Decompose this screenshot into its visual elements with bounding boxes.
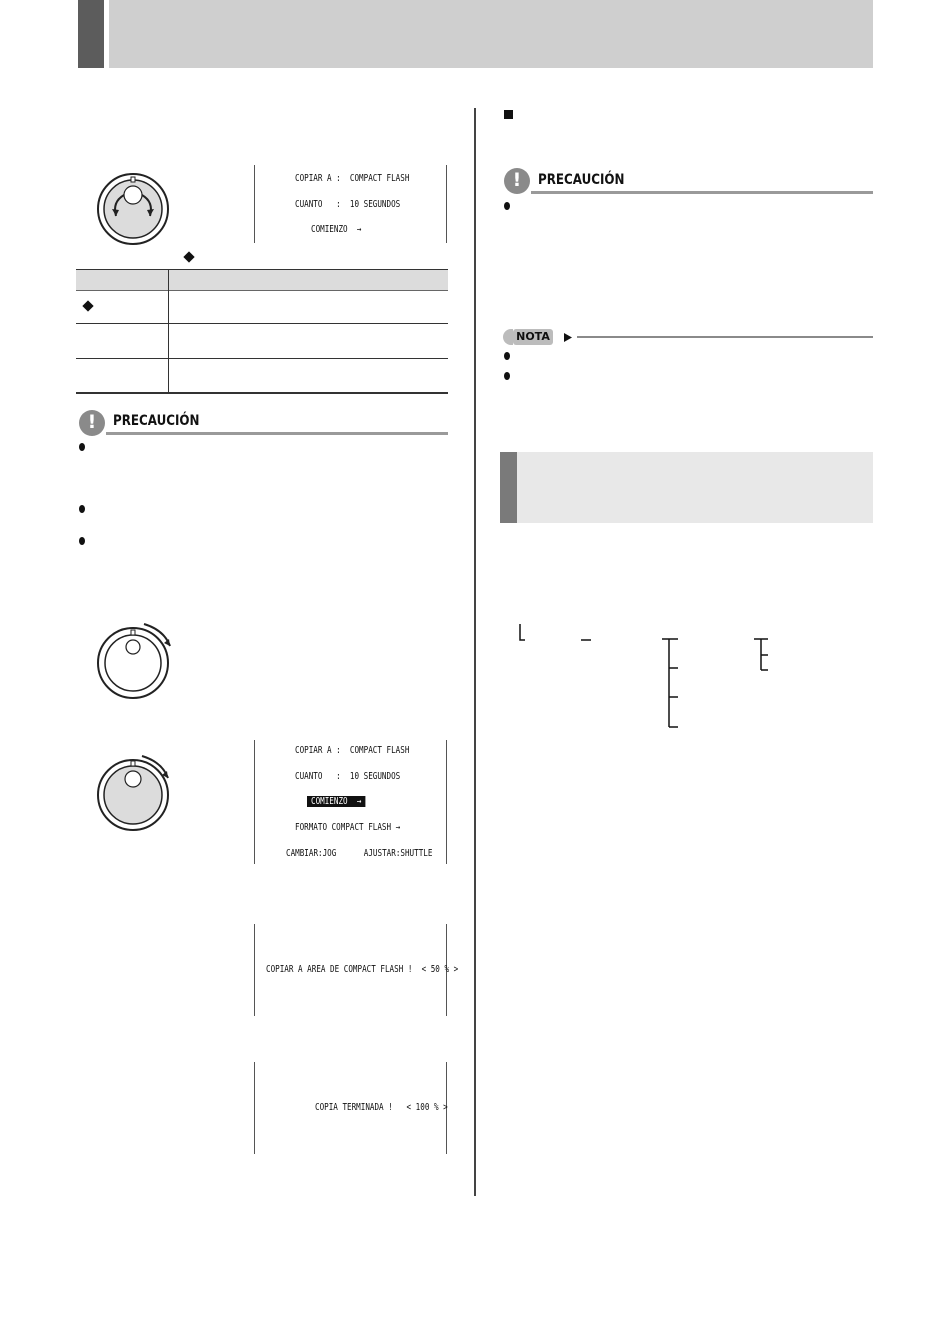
lcd-line: COMIENZO → <box>311 224 362 235</box>
lcd-line: CUANTO : 10 SEGUNDOS <box>295 199 401 210</box>
bullet-point <box>79 505 85 513</box>
caution-rule <box>531 191 873 194</box>
bullet-point <box>504 352 510 360</box>
jog-dial-rotate-both-icon <box>96 172 170 246</box>
table-row <box>76 325 448 359</box>
lcd-line: FORMATO COMPACT FLASH → <box>295 822 401 833</box>
header-banner <box>109 0 873 68</box>
header-tab-marker <box>78 0 104 68</box>
note-rule <box>577 336 873 338</box>
table-row <box>76 360 448 393</box>
table-header-row <box>76 270 448 291</box>
diamond-icon <box>183 251 194 262</box>
lcd-screen-copy-menu <box>254 740 447 864</box>
lcd-screen-copy-done <box>254 1062 447 1154</box>
lcd-line: CUANTO : 10 SEGUNDOS <box>295 771 401 782</box>
diamond-icon <box>82 300 93 311</box>
note-tag-cap <box>503 329 513 345</box>
square-bullet-icon <box>504 110 513 119</box>
lcd-line: COPIAR A : COMPACT FLASH <box>295 173 410 184</box>
exclamation-icon: ! <box>79 410 105 436</box>
column-divider <box>474 108 476 1196</box>
note-label: NOTA <box>513 329 553 345</box>
lcd-screen-copy-progress <box>254 924 459 1016</box>
lcd-line: CAMBIAR:JOG AJUSTAR:SHUTTLE <box>286 848 433 859</box>
table-bottom-rule <box>76 392 448 394</box>
lcd-line: COPIAR A : COMPACT FLASH <box>295 745 410 756</box>
table-row <box>76 290 448 324</box>
settings-table <box>76 269 448 394</box>
menu-tree-diagram <box>510 620 800 735</box>
caution-title: PRECAUCIÓN <box>538 172 625 188</box>
lcd-line: COPIA TERMINADA ! < 100 % > <box>315 1102 448 1113</box>
section-heading-banner <box>517 452 873 523</box>
triangle-right-icon <box>563 332 573 343</box>
bullet-point <box>504 372 510 380</box>
lcd-line-selected: COMIENZO → <box>307 796 365 807</box>
jog-dial-rotate-clockwise-icon <box>96 620 178 700</box>
exclamation-icon: ! <box>504 168 530 194</box>
caution-rule <box>106 432 448 435</box>
table-column-divider <box>168 270 169 393</box>
bullet-point <box>79 443 85 451</box>
caution-title: PRECAUCIÓN <box>113 413 200 429</box>
bullet-point <box>504 202 510 210</box>
bullet-point <box>79 537 85 545</box>
jog-dial-rotate-clockwise-icon <box>96 752 178 832</box>
lcd-screen-copy-settings <box>254 165 447 243</box>
lcd-line: COPIAR A AREA DE COMPACT FLASH ! < 50 % > <box>266 964 459 975</box>
section-heading-marker <box>500 452 517 523</box>
